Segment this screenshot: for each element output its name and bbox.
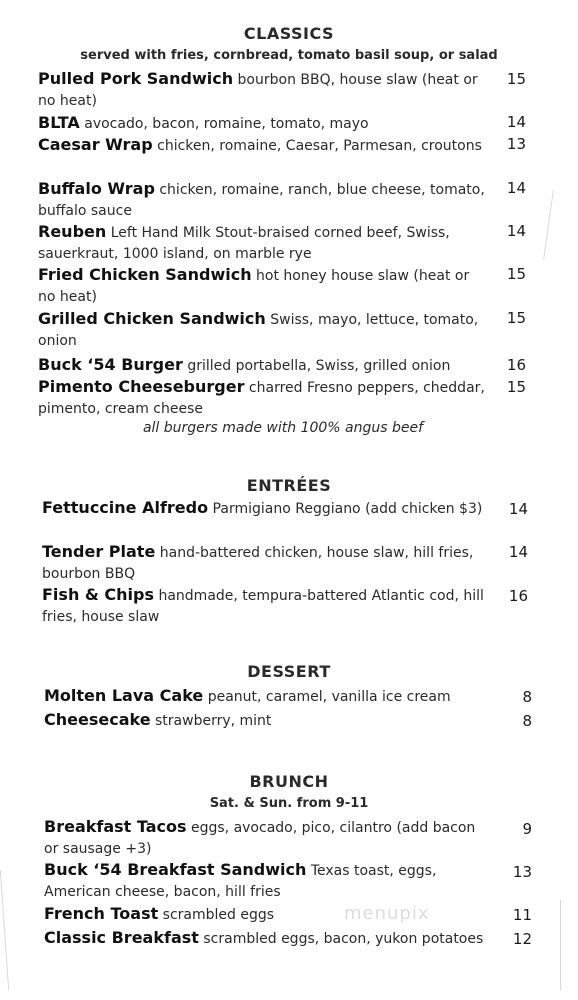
item-name: Grilled Chicken Sandwich: [38, 309, 266, 328]
item-name: Buffalo Wrap: [38, 179, 155, 198]
item-name: French Toast: [44, 904, 159, 923]
item-price: 13: [512, 863, 532, 881]
item-name: Pulled Pork Sandwich: [38, 69, 234, 88]
section-title-classics: CLASSICS: [243, 24, 335, 43]
menu-item: [38, 376, 488, 420]
item-name: Fish & Chips: [42, 585, 155, 604]
item-price: 14: [506, 179, 526, 197]
item-price: 14: [506, 222, 526, 240]
item-desc: avocado, bacon, romaine, tomato, mayo: [79, 116, 369, 132]
item-desc: hot honey house slaw (heat or no heat): [38, 268, 470, 305]
menu-item: [42, 584, 492, 628]
item-price: 8: [522, 688, 532, 706]
item-desc: eggs, avocado, pico, cilantro (add bacon or sausage +3): [44, 820, 476, 857]
item-desc: strawberry, mint: [150, 713, 272, 729]
menu-item: [38, 68, 488, 112]
item-desc: chicken, romaine, ranch, blue cheese, tomato, buffalo sauce: [38, 182, 485, 219]
item-desc: handmade, tempura-battered Atlantic cod, hill fries, house slaw: [42, 588, 484, 625]
brunch-hours-note: Sat. & Sun. from 9-11: [209, 796, 369, 811]
menu-item: [44, 816, 494, 860]
scan-artifact: [0, 870, 9, 990]
item-price: 14: [506, 113, 526, 131]
menu-item: [44, 859, 494, 903]
section-title-brunch: BRUNCH: [249, 772, 329, 791]
item-name: Classic Breakfast: [44, 928, 199, 947]
section-title-dessert: DESSERT: [247, 662, 331, 681]
item-name: Cheesecake: [44, 710, 151, 729]
item-price: 16: [508, 587, 528, 605]
item-desc: hand-battered chicken, house slaw, hill fries, bourbon BBQ: [42, 545, 474, 582]
item-desc: grilled portabella, Swiss, grilled onion: [182, 358, 451, 374]
item-price: 13: [506, 135, 526, 153]
item-price: 11: [512, 906, 532, 924]
item-name: Fettuccine Alfredo: [42, 498, 209, 517]
item-name: Buck ‘54 Burger: [38, 355, 183, 374]
item-name: Breakfast Tacos: [44, 817, 187, 836]
menu-item: [42, 497, 492, 520]
item-desc: Swiss, mayo, lettuce, tomato, onion: [38, 312, 479, 349]
item-price: 14: [508, 500, 528, 518]
menu-item: [38, 134, 488, 157]
menu-item: [42, 541, 492, 585]
item-desc: Parmigiano Reggiano (add chicken $3): [208, 501, 483, 517]
item-desc: scrambled eggs, bacon, yukon potatoes: [198, 931, 484, 947]
item-price: 14: [508, 543, 528, 561]
item-desc: Texas toast, eggs, American cheese, bacon, hill fries: [44, 863, 437, 900]
menu-item: [38, 112, 488, 135]
item-name: Caesar Wrap: [38, 135, 153, 154]
menu-item: [38, 308, 488, 352]
menu-item: [38, 221, 488, 265]
item-desc: peanut, caramel, vanilla ice cream: [203, 689, 451, 705]
item-name: Fried Chicken Sandwich: [38, 265, 252, 284]
item-desc: scrambled eggs: [158, 907, 275, 923]
item-price: 16: [506, 356, 526, 374]
scan-artifact: [543, 190, 554, 259]
item-price: 9: [522, 820, 532, 838]
item-price: 15: [506, 309, 526, 327]
item-name: Buck ‘54 Breakfast Sandwich: [44, 860, 307, 879]
scan-artifact: [560, 900, 561, 990]
burger-footnote: all burgers made with 100% angus beef: [142, 420, 424, 436]
item-price: 8: [522, 712, 532, 730]
item-price: 15: [506, 378, 526, 396]
item-desc: bourbon BBQ, house slaw (heat or no heat): [38, 72, 478, 109]
item-desc: chicken, romaine, Caesar, Parmesan, croutons: [152, 138, 482, 154]
menu-item: [44, 685, 494, 708]
item-name: Pimento Cheeseburger: [38, 377, 245, 396]
item-name: Reuben: [38, 222, 107, 241]
item-desc: Left Hand Milk Stout-braised corned beef, Swiss, sauerkraut, 1000 island, on marble rye: [38, 225, 450, 262]
item-price: 12: [512, 930, 532, 948]
item-price: 15: [506, 70, 526, 88]
menu-item: [44, 927, 494, 950]
item-price: 15: [506, 265, 526, 283]
section-title-entrees: ENTRÉES: [246, 476, 332, 495]
menu-item: [44, 709, 494, 732]
item-name: BLTA: [38, 113, 80, 132]
menu-item: [38, 178, 488, 222]
item-name: Tender Plate: [42, 542, 156, 561]
menu-item: [38, 264, 488, 308]
menupix-watermark: menupix: [344, 903, 430, 924]
menu-item: [38, 354, 488, 377]
item-desc: charred Fresno peppers, cheddar, pimento, cream cheese: [38, 380, 485, 417]
classics-sides-note: served with fries, cornbread, tomato basil soup, or salad: [80, 48, 498, 63]
item-name: Molten Lava Cake: [44, 686, 204, 705]
